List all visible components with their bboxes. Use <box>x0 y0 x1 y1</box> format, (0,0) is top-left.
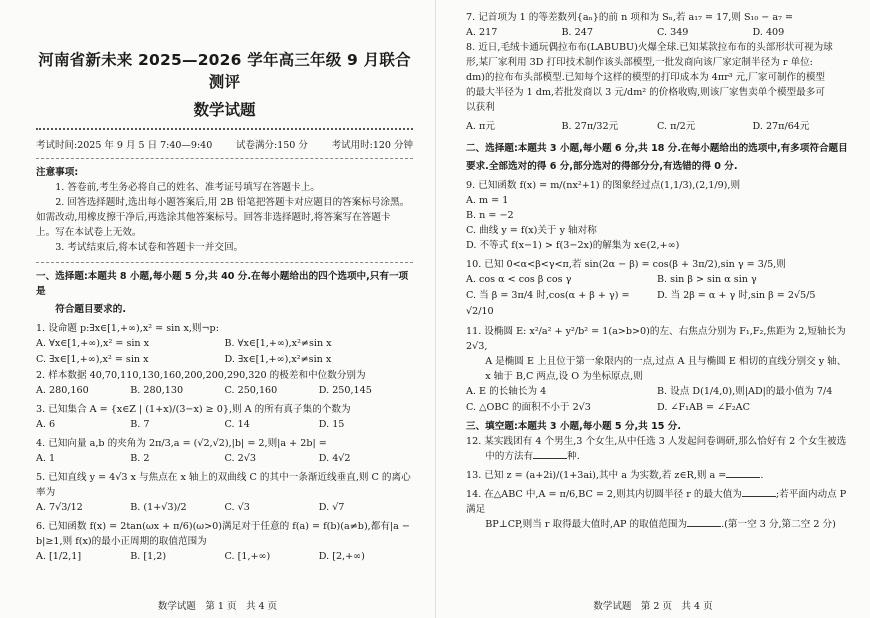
q13-text: 13. 已知 z = (a+2i)/(1+3ai),其中 a 为实数,若 z∈R,则 a = <box>466 470 727 481</box>
option: A. 217 <box>466 27 498 38</box>
question-5: 5. 已知直线 y = 4√3 x 与焦点在 x 轴上的双曲线 C 的其中一条渐近线垂直,则 C 的离心 <box>36 472 411 483</box>
q12-tail: 种. <box>567 451 580 462</box>
question-14-cont <box>466 517 848 532</box>
page-footer: 数学试题 第 1 页 共 4 页 <box>157 601 278 612</box>
option: C. ∃x∈[1,+∞),x² = sin x <box>36 354 149 365</box>
option: B. 247 <box>561 27 593 38</box>
question-13 <box>466 468 848 483</box>
exam-score: 试卷满分:150 分 <box>236 140 308 151</box>
option: D. 当 2β = α + γ 时,sin β = 2√5/5 <box>657 290 816 301</box>
q14-tail-2: .(第一空 3 分,第二空 2 分) <box>721 519 836 530</box>
option: A. [1/2,1] <box>36 551 82 562</box>
question-12-cont <box>466 449 848 464</box>
option: C. π/2元 <box>657 121 696 132</box>
option: B. 280,130 <box>130 385 184 396</box>
note-line: 1. 答卷前,考生务必将自己的姓名、准考证号填写在答题卡上。 <box>55 182 320 193</box>
option: D. √7 <box>318 502 345 513</box>
section-2-heading-cont: 要求.全部选对的得 6 分,部分选对的得部分分,有选错的得 0 分. <box>466 161 738 172</box>
option: C. △OBC 的面积不小于 2√3 <box>466 402 591 413</box>
option: A. π元 <box>466 121 495 132</box>
exam-time: 考试时间:2025 年 9 月 5 日 7:40—9:40 <box>36 140 213 151</box>
notes-title: 注意事项: <box>36 167 79 178</box>
option: B. 2 <box>130 453 150 464</box>
section-3-heading: 三、填空题:本题共 3 小题,每小题 5 分,共 15 分. <box>466 421 682 432</box>
option: D. 4√2 <box>318 453 351 464</box>
q11-options <box>466 384 848 416</box>
dashed-divider <box>36 158 413 159</box>
q8-options <box>466 119 848 134</box>
dashed-divider <box>36 262 413 263</box>
q14-tail: ;若平面内动点 P 满足 <box>466 489 847 515</box>
question-10: 10. 已知 0<α<β<γ<π,若 sin(2α − β) = cos(β + 3π/2),sin γ = 3/5,则 <box>466 259 786 270</box>
option: C. 曲线 y = f(x)关于 y 轴对称 <box>466 225 597 236</box>
option: B. 7 <box>130 419 150 430</box>
exam-subtitle: 数学试题 <box>193 101 256 119</box>
q2-options <box>36 383 413 398</box>
question-14 <box>466 487 848 517</box>
question-11-cont: A 是椭圆 E 上且位于第一象限内的一点,过点 A 且与椭圆 E 相切的直线分别交 y 轴、 <box>485 356 847 367</box>
question-4: 4. 已知向量 a,b 的夹角为 2π/3,a = (√2,√2),|b| = 2,则|a + 2b| = <box>36 438 327 449</box>
option: B. 27π/32元 <box>561 121 619 132</box>
page-footer: 数学试题 第 2 页 共 4 页 <box>593 601 713 612</box>
option: A. cos α < cos β cos γ <box>466 274 572 285</box>
option: A. 280,160 <box>36 385 89 396</box>
q10-options <box>466 272 848 320</box>
option: A. 6 <box>36 419 56 430</box>
question-8-cont: dm)的拉布布头部模型.已知每个这样的模型的打印成本为 4πr³ 元,厂家可制作的模型 <box>466 72 826 83</box>
question-3: 3. 已知集合 A = {x∈Z | (1+x)/(3−x) ≥ 0},则 A 的所有真子集的个数为 <box>36 404 351 415</box>
option: D. 15 <box>318 419 345 430</box>
question-8: 8. 近日,毛绒卡通玩偶拉布布(LABUBU)火爆全球.已知某款拉布布的头部形状可视为球 <box>466 42 833 53</box>
option: A. 7√3/12 <box>36 502 83 513</box>
question-7: 7. 记首项为 1 的等差数列{aₙ}的前 n 项和为 Sₙ,若 a₁₇ = 17,则 S₁₀ − a₇ = <box>466 12 794 23</box>
note-line: 上。写在本试卷上无效。 <box>36 227 142 238</box>
question-8-cont: 以获利 <box>466 102 495 113</box>
option: C. √3 <box>224 502 250 513</box>
q1-options <box>36 336 413 368</box>
option: B. (1+√3)/2 <box>130 502 187 513</box>
option: D. 27π/64元 <box>752 121 810 132</box>
question-11-cont: x 轴于 B,C 两点,设 O 为坐标原点,则 <box>485 371 643 382</box>
question-2: 2. 样本数据 40,70,110,130,160,200,200,290,320 的极差和中位数分别为 <box>36 370 366 381</box>
option: D. 不等式 f(x−1) > f(3−2x)的解集为 x∈(2,+∞) <box>466 240 680 251</box>
q5-options <box>36 500 413 515</box>
question-8-cont: 的最大半径为 1 dm,若批发商以 3 元/dm² 的价格收购,则该厂家售卖单个模型最多可 <box>466 87 825 98</box>
section-1-heading: 一、选择题:本题共 8 小题,每小题 5 分,共 40 分.在每小题给出的四个选项中,只有一项是 <box>36 271 409 297</box>
section-2-heading: 二、选择题:本题共 3 小题,每小题 6 分,共 18 分.在每小题给出的选项中,有多项符合题目 <box>466 143 848 154</box>
note-line: 2. 回答选择题时,选出每小题答案后,用 2B 铅笔把答题卡对应题目的答案标号涂黑。 <box>55 197 410 208</box>
exam-title: 河南省新未来 2025—2026 学年高三年级 9 月联合测评 <box>38 51 411 91</box>
option: A. E 的长轴长为 4 <box>466 386 547 397</box>
question-11: 11. 设椭圆 E: x²/a² + y²/b² = 1(a>b>0)的左、右焦点分别为 F₁,F₂,焦距为 2,短轴长为 2√3, <box>466 326 846 352</box>
option: A. m = 1 <box>466 195 509 206</box>
exam-duration: 考试用时:120 分钟 <box>331 140 413 151</box>
question-5-cont: 率为 <box>36 487 56 498</box>
option: B. 设点 D(1/4,0),则|AD|的最小值为 7/4 <box>657 386 833 397</box>
q7-options <box>466 25 848 40</box>
option: C. 14 <box>224 419 250 430</box>
question-1: 1. 设命题 p:∃x∈[1,+∞),x² = sin x,则¬p: <box>36 323 219 334</box>
option: B. ∀x∈[1,+∞),x²≠sin x <box>224 338 332 349</box>
q13-tail: . <box>760 470 764 481</box>
option: C. 当 β = 3π/4 时,cos(α + β + γ) = √2/10 <box>466 290 630 317</box>
option: D. ∃x∈[1,+∞),x²≠sin x <box>224 354 332 365</box>
answer-blank[interactable] <box>742 487 776 497</box>
option: A. 1 <box>36 453 56 464</box>
note-line: 如需改动,用橡皮擦干净后,再选涂其他答案标号。回答非选择题时,将答案写在答题卡 <box>36 212 391 223</box>
q6-options <box>36 549 413 564</box>
option: D. 409 <box>752 27 785 38</box>
question-12: 12. 某实践团有 4 个男生,3 个女生,从中任选 3 人发起问卷调研,那么恰好有 2 个女生被选 <box>466 436 847 447</box>
option: C. 250,160 <box>224 385 278 396</box>
option: D. [2,+∞) <box>318 551 365 562</box>
option: B. sin β > sin α sin γ <box>657 274 757 285</box>
question-8-cont: 形,某厂家利用 3D 打印技术制作该头部模型,一批发商向该厂家定制半径为 r 单位: <box>466 57 813 68</box>
option: D. 250,145 <box>318 385 372 396</box>
answer-blank[interactable] <box>533 449 567 459</box>
q4-options <box>36 451 413 466</box>
option: B. [1,2) <box>130 551 167 562</box>
question-9: 9. 已知函数 f(x) = m/(nx²+1) 的图象经过点(1,1/3),(2,1/9),则 <box>466 180 741 191</box>
option: C. 349 <box>657 27 689 38</box>
q3-options <box>36 417 413 432</box>
note-line: 3. 考试结束后,将本试卷和答题卡一并交回。 <box>55 242 244 253</box>
option: D. ∠F₁AB = ∠F₂AC <box>657 402 750 413</box>
q12-text: 中的方法有 <box>485 451 534 462</box>
section-1-heading-cont: 符合题目要求的. <box>55 304 126 315</box>
page-right <box>435 0 870 618</box>
q14-text-2: BP⊥CP,则当 r 取得最大值时,AP 的取值范围为 <box>485 519 688 530</box>
option: C. 2√3 <box>224 453 256 464</box>
option: A. ∀x∈[1,+∞),x² = sin x <box>36 338 150 349</box>
option: C. [1,+∞) <box>224 551 271 562</box>
exam-meta <box>36 137 413 151</box>
question-6: 6. 已知函数 f(x) = 2tan(ωx + π/6)(ω>0)满足对于任意的 f(a) = f(b)(a≠b),都有|a − <box>36 521 410 532</box>
q14-text: 14. 在△ABC 中,A = π/6,BC = 2,则其内切圆半径 r 的最大值为 <box>466 489 742 500</box>
answer-blank[interactable] <box>687 517 721 527</box>
answer-blank[interactable] <box>726 468 760 478</box>
option: B. n = −2 <box>466 210 514 221</box>
dotted-divider <box>36 128 413 130</box>
question-6-cont: b|≥1,则 f(x)的最小正周期的取值范围为 <box>36 536 207 547</box>
